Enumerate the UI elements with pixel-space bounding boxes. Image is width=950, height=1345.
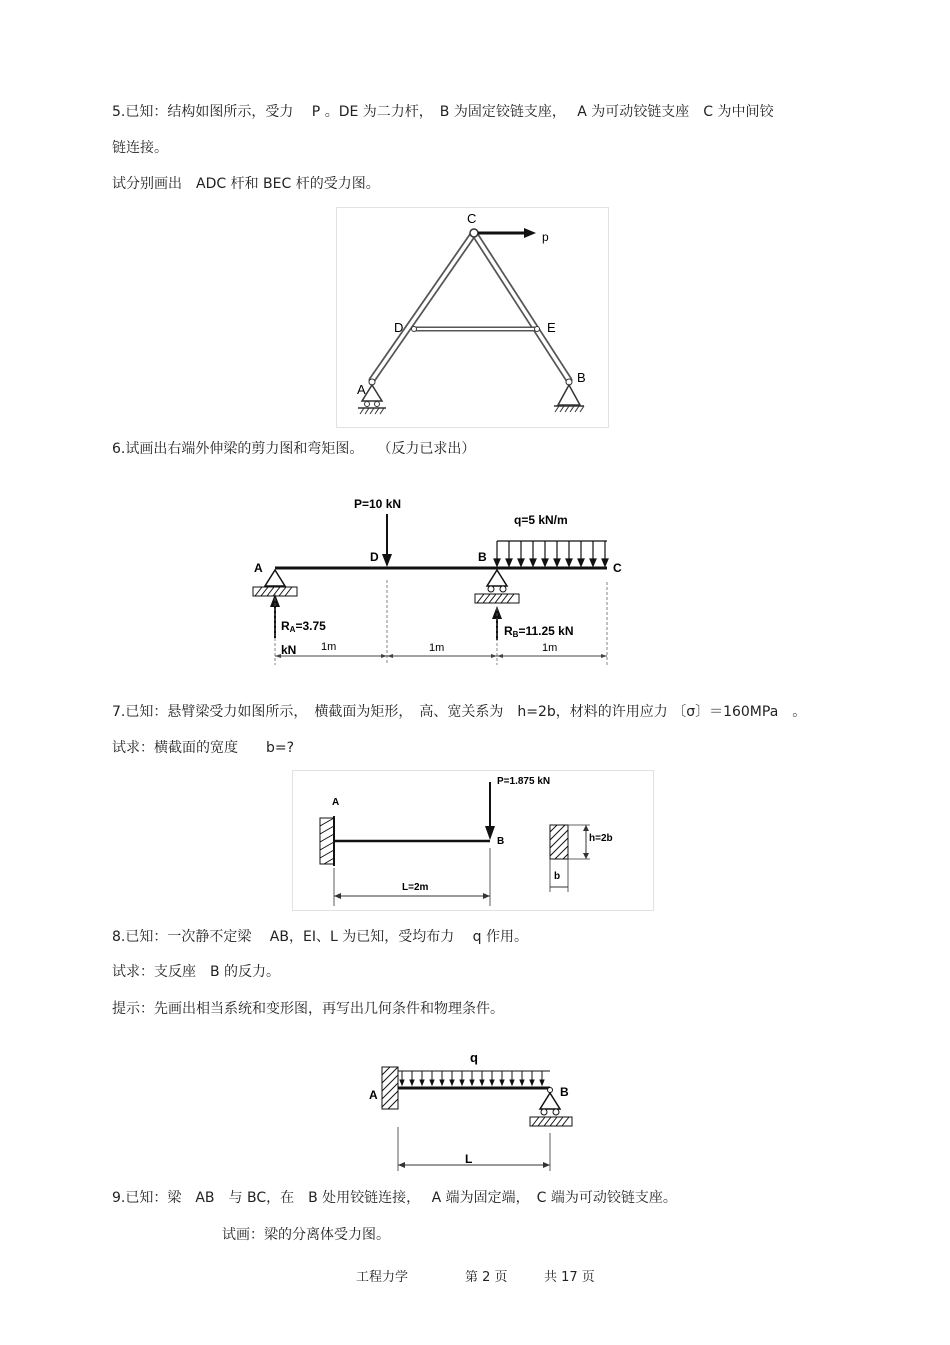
q7-line1: 7.已知：悬臂梁受力如图所示， 横截面为矩形， 高、宽关系为 h=2b，材料的许用应力 〔σ〕＝160MPa 。	[112, 704, 807, 720]
q5-label-B: B	[577, 370, 586, 385]
q7-label-b: b	[554, 871, 561, 882]
q5-label-A: A	[357, 382, 366, 397]
q6-label-D: D	[370, 550, 379, 564]
q7-line2: 试求：横截面的宽度 b=?	[112, 740, 295, 756]
q8-line2: 试求：支反座 B 的反力。	[112, 964, 281, 980]
q8-beam-figure	[360, 1043, 590, 1173]
q5-label-P: p	[542, 230, 549, 244]
q6-dim-3: 1m	[542, 642, 558, 654]
q6-label-A: A	[254, 561, 263, 575]
q5-line2: 链连接。	[112, 140, 168, 156]
q9-line1: 9.已知：梁 AB 与 BC，在 B 处用铰链连接， A 端为固定端， C 端为可动铰链支座。	[112, 1190, 677, 1206]
q5-line3: 试分别画出 ADC 杆和 BEC 杆的受力图。	[112, 176, 380, 192]
q6-dim-1: 1m	[321, 641, 337, 653]
q6-label-RA: RA=3.75	[281, 619, 326, 634]
q7-cantilever-figure	[292, 770, 655, 912]
q6-label-RA-unit: kN	[281, 643, 297, 657]
q6-beam-figure	[245, 490, 635, 670]
q7-label-P: P=1.875 kN	[497, 776, 551, 787]
q6-label-C: C	[613, 561, 622, 575]
q5-truss-figure	[336, 207, 610, 429]
footer-page: 第 2 页	[465, 1270, 508, 1285]
q8-label-q: q	[470, 1050, 478, 1065]
q5-label-E: E	[547, 320, 556, 335]
q5-label-C: C	[467, 211, 477, 226]
q7-label-h: h=2b	[589, 833, 613, 844]
q8-label-B: B	[560, 1085, 569, 1099]
q9-line2: 试画：梁的分离体受力图。	[222, 1227, 390, 1243]
q6-label-B: B	[478, 550, 487, 564]
q6-label-P: P=10 kN	[354, 497, 402, 511]
q6-label-RB: RB=11.25 kN	[504, 624, 574, 639]
q7-label-A: A	[332, 797, 340, 808]
q8-line1: 8.已知：一次静不定梁 AB，EI、L 为已知，受均布力 q 作用。	[112, 929, 528, 945]
q6-label-q: q=5 kN/m	[514, 513, 568, 527]
q7-label-L: L=2m	[402, 882, 429, 893]
q6-line1: 6.试画出右端外伸梁的剪力图和弯矩图。 （反力已求出）	[112, 441, 476, 457]
q6-dim-2: 1m	[429, 642, 445, 654]
footer-course: 工程力学	[356, 1270, 409, 1285]
footer-total: 共 17 页	[544, 1270, 595, 1285]
q8-label-A: A	[369, 1088, 378, 1102]
q8-label-L: L	[465, 1152, 473, 1166]
q7-label-B: B	[497, 836, 505, 847]
q5-line1: 5.已知：结构如图所示，受力 P 。DE 为二力杆， B 为固定铰链支座， A 为可动铰链支座 C 为中间铰	[112, 104, 774, 120]
q8-line3: 提示：先画出相当系统和变形图，再写出几何条件和物理条件。	[112, 1001, 504, 1017]
q5-label-D: D	[394, 320, 404, 335]
